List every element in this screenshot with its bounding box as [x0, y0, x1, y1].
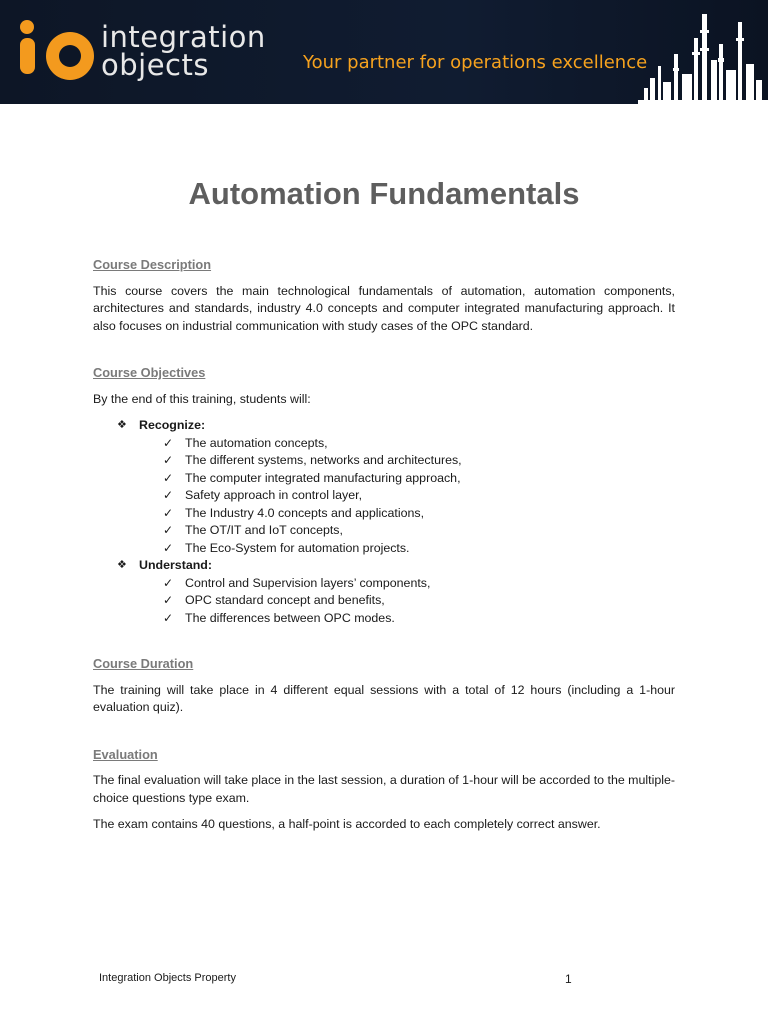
objective-items — [93, 435, 675, 558]
tagline: Your partner for operations excellence — [303, 52, 648, 73]
diamond-bullet-icon: ❖ — [117, 419, 127, 431]
checkmark-icon: ✓ — [163, 470, 174, 485]
course-description-text: This course covers the main technological fundamentals of automation, automation components, architectures and standards, industry 4.0 concepts and computer integrated manufacturing approach. It also focuses on industrial communication with study cases of the OPC standard. — [93, 283, 675, 333]
page-number: 1 — [565, 972, 572, 986]
evaluation-text-1: The final evaluation will take place in the last session, a duration of 1-hour will be accorded to the multiple-choice questions type exam. — [93, 773, 675, 805]
io-logo-icon — [16, 18, 98, 84]
objective-group — [93, 417, 675, 435]
checkmark-icon: ✓ — [163, 540, 174, 555]
checkmark-icon: ✓ — [163, 593, 174, 607]
list-item: ✓ Safety approach in control layer, — [93, 487, 675, 505]
brand-line-1: integration — [101, 20, 266, 54]
checkmark-icon: ✓ — [163, 435, 174, 450]
brand-wordmark — [101, 22, 266, 80]
objective-group-label: Recognize: — [139, 418, 206, 432]
course-description-heading: Course Description — [93, 257, 212, 272]
page-title: Automation Fundamentals — [188, 176, 580, 211]
course-objectives-heading: Course Objectives — [93, 365, 206, 380]
checkmark-icon: ✓ — [163, 505, 174, 520]
list-item: ✓ The computer integrated manufacturing approach, — [93, 470, 675, 488]
header-banner — [0, 0, 768, 104]
list-item: ✓ The differences between OPC modes. — [93, 610, 675, 628]
course-duration-text: The training will take place in 4 different equal sessions with a total of 12 hours (including a 1-hour evaluation quiz). — [93, 682, 675, 714]
list-item: ✓ The automation concepts, — [93, 435, 675, 453]
list-item: ✓ The Industry 4.0 concepts and applications, — [93, 505, 675, 523]
list-item: ✓ The Eco-System for automation projects. — [93, 540, 675, 558]
course-objectives-intro: By the end of this training, students will: — [93, 391, 311, 406]
objective-items — [93, 575, 675, 628]
brand-line-2: objects — [101, 48, 209, 82]
checkmark-icon: ✓ — [163, 610, 174, 625]
checkmark-icon: ✓ — [163, 523, 174, 537]
evaluation-text-2: The exam contains 40 questions, a half-point is accorded to each completely correct answer. — [93, 817, 601, 831]
list-item: ✓ The different systems, networks and architectures, — [93, 452, 675, 470]
objective-group-label: Understand: — [139, 558, 212, 572]
diamond-bullet-icon: ❖ — [117, 559, 127, 571]
checkmark-icon: ✓ — [163, 575, 174, 590]
list-item: ✓ OPC standard concept and benefits, — [93, 592, 675, 610]
list-item: ✓ Control and Supervision layers’ components, — [93, 575, 675, 593]
plant-skyline-icon — [638, 8, 768, 104]
document-body — [93, 256, 675, 843]
checkmark-icon: ✓ — [163, 453, 174, 467]
objectives-list — [93, 417, 675, 627]
course-duration-heading: Course Duration — [93, 656, 194, 671]
checkmark-icon: ✓ — [163, 488, 174, 502]
list-item: ✓ The OT/IT and IoT concepts, — [93, 522, 675, 540]
evaluation-heading: Evaluation — [93, 746, 158, 762]
objective-group — [93, 557, 675, 575]
footer-property: Integration Objects Property — [99, 972, 236, 984]
